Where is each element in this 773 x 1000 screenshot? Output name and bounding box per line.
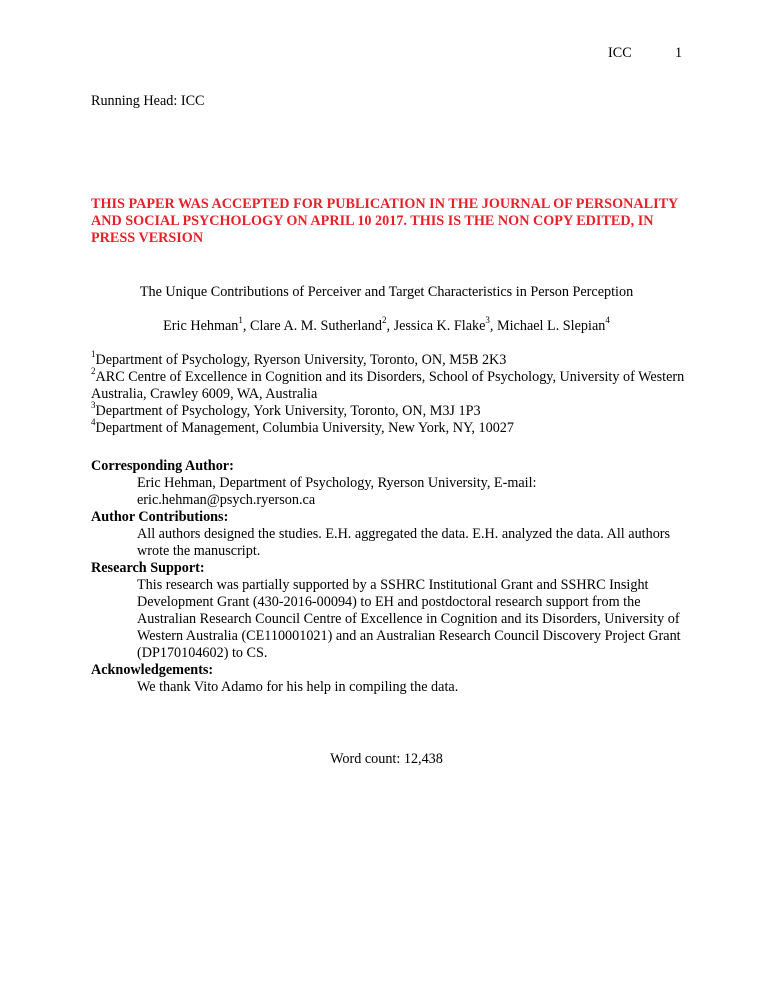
author xyxy=(249,315,394,334)
author-separator: , xyxy=(386,318,394,334)
author-name: Michael L. Slepian xyxy=(497,318,606,334)
affiliation-marker: 4 xyxy=(91,417,96,428)
author-name: Jessica K. Flake xyxy=(393,318,486,334)
author-name: Clare A. M. Sutherland xyxy=(249,318,382,334)
affiliation xyxy=(91,400,691,420)
affiliation-text: Department of Management, Columbia University, New York, NY, 10027 xyxy=(95,420,514,436)
word-count: Word count: 12,438 xyxy=(330,751,443,767)
author xyxy=(497,315,610,334)
author-affiliation-marker: 3 xyxy=(485,315,490,326)
manuscript-metadata xyxy=(91,458,691,696)
page-header xyxy=(608,45,688,63)
author-list xyxy=(0,315,773,335)
affiliation-text: Department of Psychology, Ryerson University, Toronto, ON, M5B 2K3 xyxy=(95,352,507,368)
research-support-text: This research was partially supported by a SSHRC Institutional Grant and SSHRC Insight Development Grant (430-2016-00094) to EH and postdoctoral research support from the Australian Research Council Centre of Excellence in Cognition and its Disorders, University of Western Australia (CE110001021) and an Australian Research Council Discovery Project Grant (DP170104602) to CS. xyxy=(137,577,681,661)
affiliation xyxy=(91,349,691,369)
author-contributions-label: Author Contributions: xyxy=(91,509,229,525)
affiliation-text: ARC Centre of Excellence in Cognition and its Disorders, School of Psychology, University of Western Australia, Crawley 6009, WA, Australia xyxy=(91,369,685,402)
author-affiliation-marker: 4 xyxy=(605,315,610,326)
publication-notice: THIS PAPER WAS ACCEPTED FOR PUBLICATION IN THE JOURNAL OF PERSONALITY AND SOCIAL PSYCHOLOGY ON APRIL 10 2017. THIS IS THE NON COPY EDITED, IN PRESS VERSION xyxy=(91,196,678,246)
author-affiliation-marker: 2 xyxy=(382,315,387,326)
paper-title: The Unique Contributions of Perceiver and Target Characteristics in Person Perception xyxy=(139,284,634,300)
affiliation-marker: 3 xyxy=(91,400,96,411)
affiliation-list xyxy=(91,349,691,437)
page-number: 1 xyxy=(675,45,683,61)
affiliation-text: Department of Psychology, York University, Toronto, ON, M3J 1P3 xyxy=(95,403,481,419)
author xyxy=(393,315,497,334)
running-head: Running Head: ICC xyxy=(91,93,205,109)
affiliation xyxy=(91,366,691,403)
acknowledgements-label: Acknowledgements: xyxy=(91,662,214,678)
affiliation-marker: 2 xyxy=(91,366,96,377)
author-separator: , xyxy=(489,318,497,334)
author-affiliation-marker: 1 xyxy=(238,315,243,326)
corresponding-author-label: Corresponding Author: xyxy=(91,458,234,474)
acknowledgements-text: We thank Vito Adamo for his help in compiling the data. xyxy=(137,679,459,695)
affiliation xyxy=(91,417,691,437)
affiliation-marker: 1 xyxy=(91,349,96,360)
header-short-title: ICC xyxy=(608,45,632,61)
author-name: Eric Hehman xyxy=(163,318,239,334)
corresponding-author-text: Eric Hehman, Department of Psychology, Ryerson University, E-mail: eric.hehman@psych.ryerson.ca xyxy=(137,475,537,508)
author-separator: , xyxy=(242,318,250,334)
author-contributions-text: All authors designed the studies. E.H. aggregated the data. E.H. analyzed the data. All authors wrote the manuscript. xyxy=(137,526,671,559)
author xyxy=(163,315,250,334)
research-support-label: Research Support: xyxy=(91,560,205,576)
